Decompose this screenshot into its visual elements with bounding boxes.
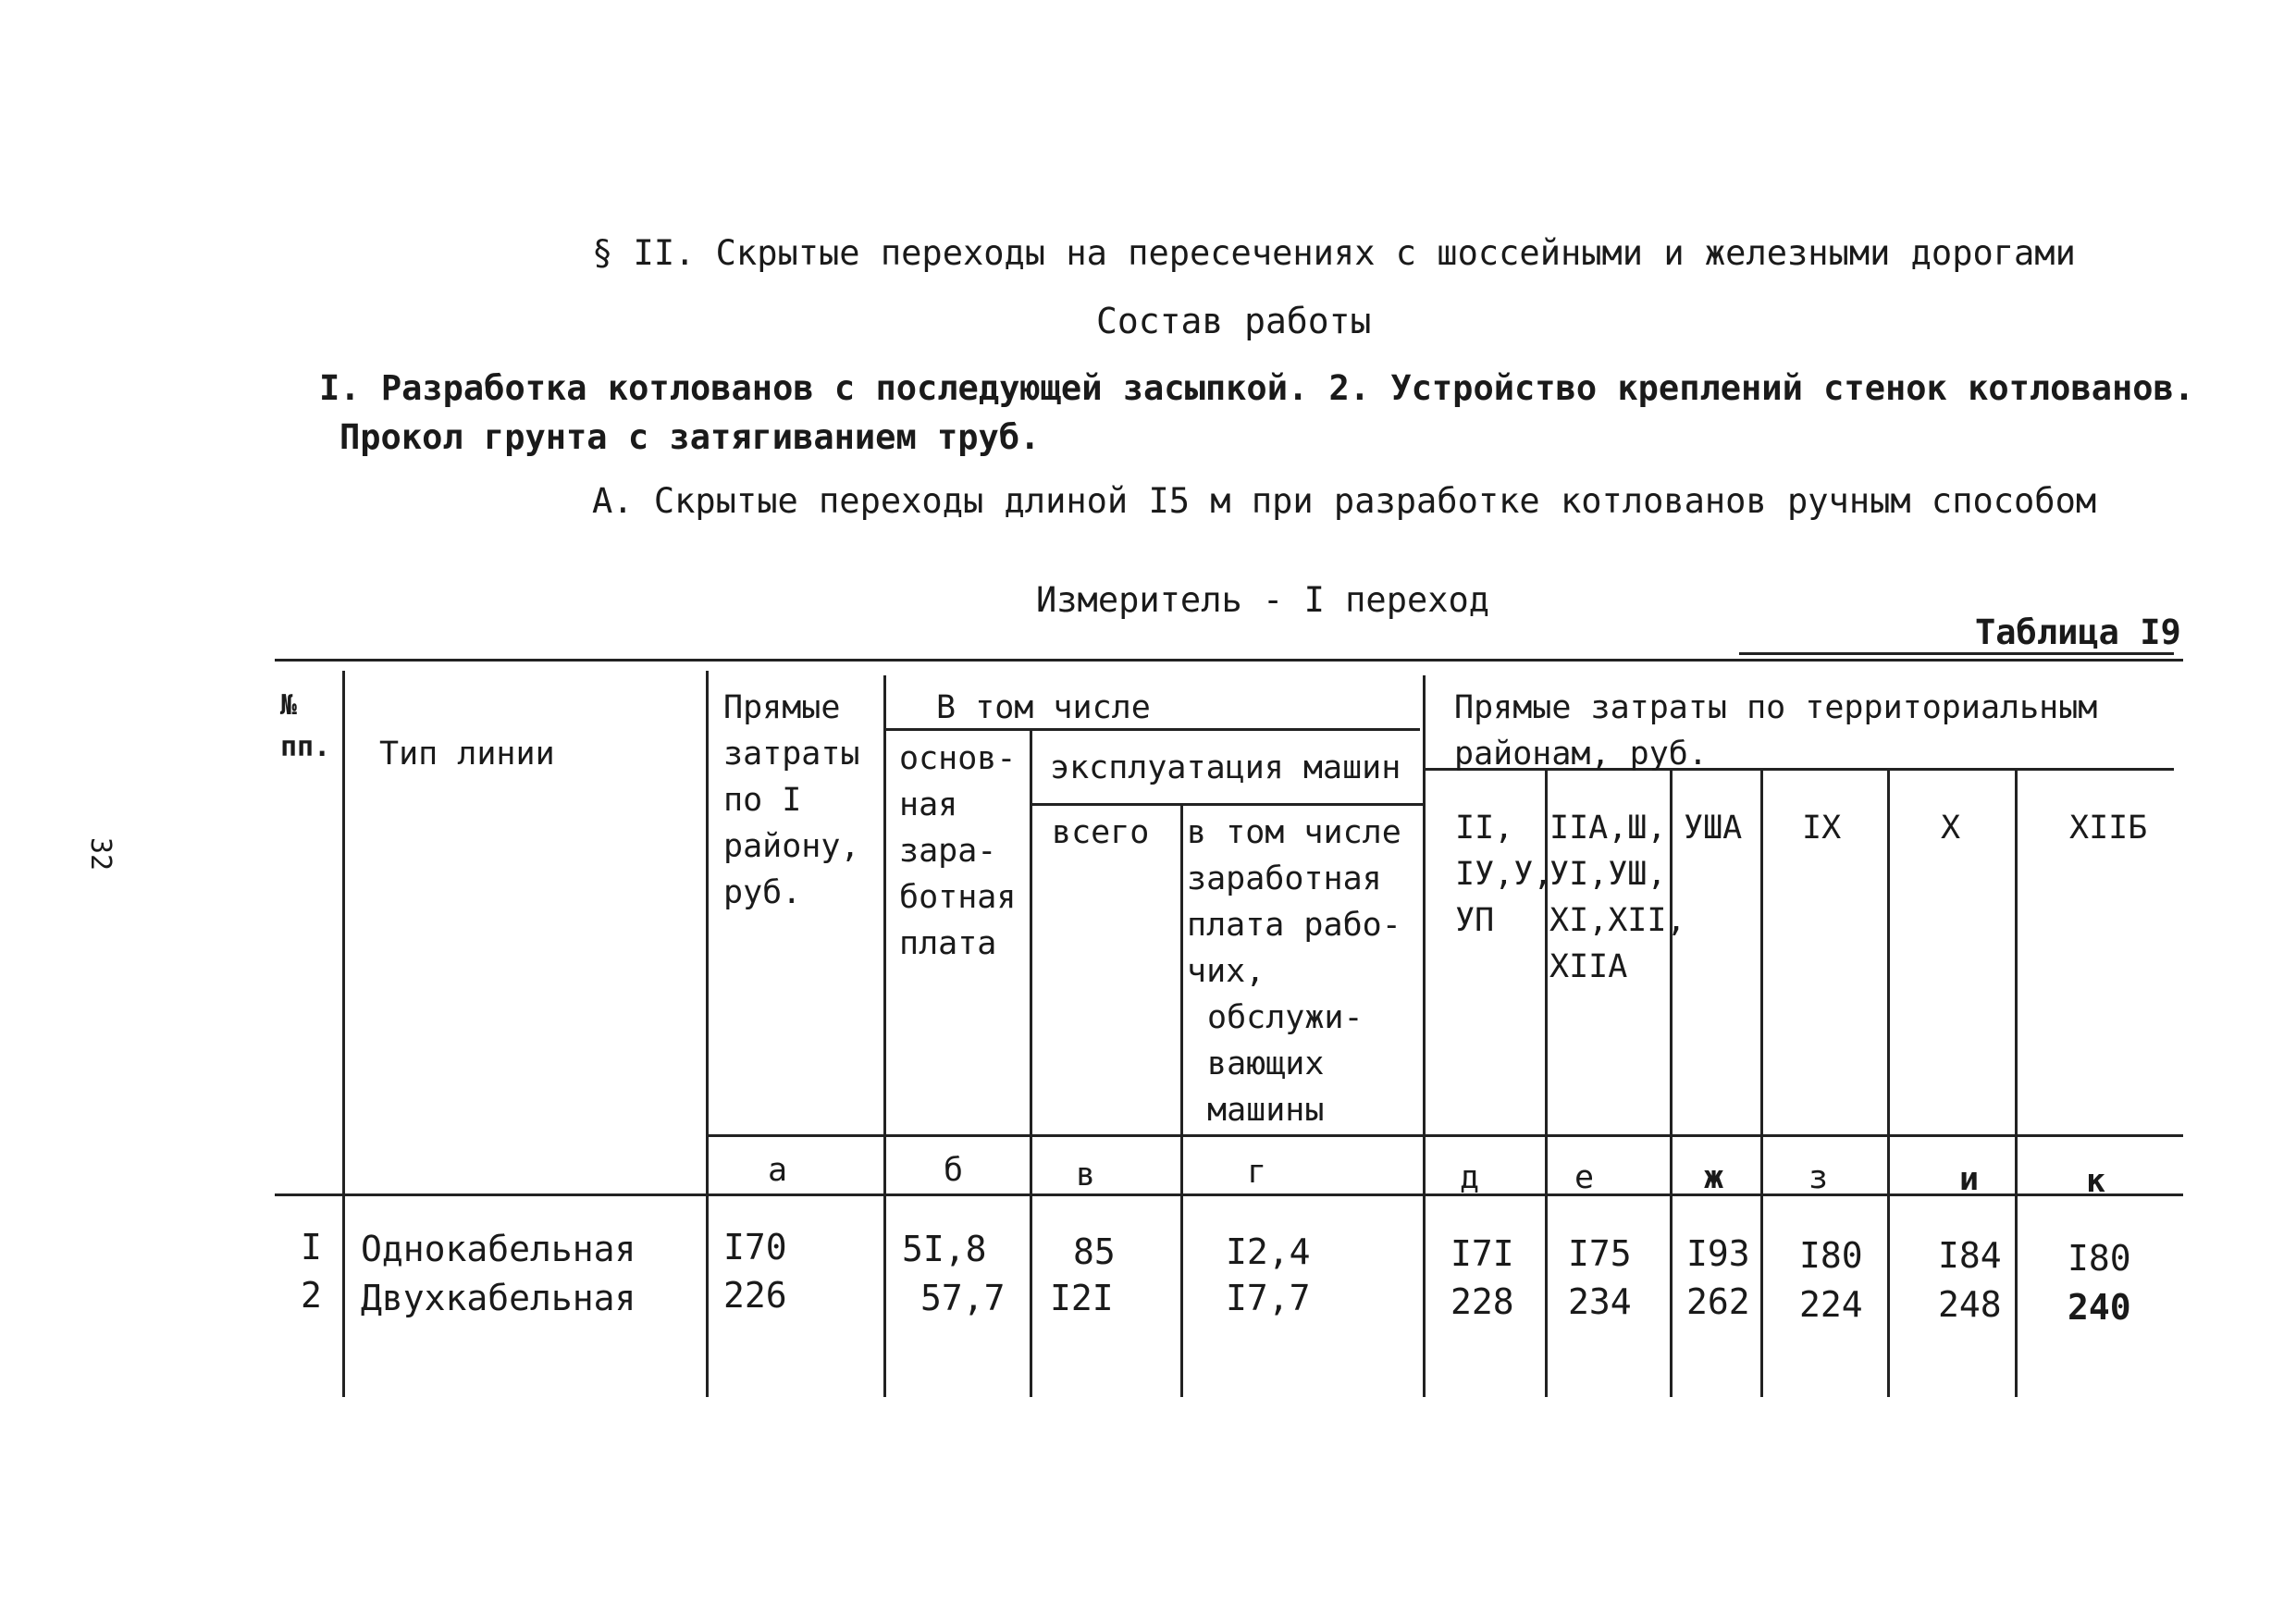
header-territorial: Прямые затраты по территориальным районам, руб. <box>1454 689 2098 773</box>
column-letter: в <box>1076 1156 1096 1193</box>
row-value: 262 <box>1686 1281 1750 1322</box>
row-value: I2,4 <box>1226 1231 1311 1272</box>
row-value: I80 <box>1799 1235 1863 1276</box>
header-incl-wage-2: обслужи- вающих машины <box>1207 999 1364 1129</box>
col-sep-direct <box>883 675 886 1397</box>
header-incl-wage: в том числе заработная плата рабо- чих, <box>1187 814 1401 990</box>
column-letter: к <box>2086 1163 2106 1200</box>
header-num: № пп. <box>280 689 331 763</box>
column-letter: е <box>1574 1159 1595 1196</box>
composition-heading: Состав работы <box>1096 301 1372 341</box>
header-region-4: IX <box>1802 810 1842 847</box>
row-value: I7,7 <box>1226 1278 1311 1318</box>
row-value: I93 <box>1686 1233 1750 1274</box>
header-region-1: II, IУ,У, УП <box>1455 810 1553 939</box>
measure-unit: Измеритель - I переход <box>1036 580 1490 620</box>
work-description-line-2: Прокол грунта с затягиванием труб. <box>339 417 1041 457</box>
row-value: 226 <box>723 1275 787 1316</box>
rule-above-letters <box>708 1134 2183 1137</box>
column-letter: б <box>944 1152 964 1189</box>
header-type: Тип линии <box>379 736 555 773</box>
row-type: Однокабельная <box>361 1229 636 1269</box>
header-machine-operation: эксплуатация машин <box>1050 749 1401 786</box>
col-sep-total <box>1180 805 1183 1397</box>
col-sep-reg3 <box>1760 770 1763 1397</box>
column-letter: з <box>1808 1159 1829 1196</box>
work-description-line-1: I. Разработка котлованов с последующей засыпкой. 2. Устройство креплений стенок котлованов. <box>319 368 2195 408</box>
header-region-6: XIIБ <box>2069 810 2148 847</box>
row-value: 57,7 <box>920 1278 1006 1318</box>
col-sep-machine <box>1423 675 1426 1397</box>
column-letter: а <box>768 1152 788 1189</box>
header-direct-costs: Прямые затраты по I району, руб. <box>723 689 860 911</box>
subheading-a: А. Скрытые переходы длиной I5 м при разработке котлованов ручным способом <box>592 481 2097 521</box>
col-sep-reg5 <box>2015 770 2018 1397</box>
section-title: § II. Скрытые переходы на пересечениях с шоссейными и железными дорогами <box>592 233 2076 273</box>
col-sep-type <box>706 671 709 1397</box>
column-letter: г <box>1247 1154 1267 1191</box>
header-region-2: IIА,Ш, УI,УШ, XI,XII, XIIА <box>1549 810 1686 985</box>
row-value: 85 <box>1073 1231 1116 1272</box>
row-value: 248 <box>1938 1284 2002 1325</box>
row-value: 240 <box>2068 1287 2131 1328</box>
row-value: I75 <box>1568 1233 1632 1274</box>
row-value: 5I,8 <box>902 1229 987 1269</box>
page-number: 32 <box>84 837 117 872</box>
row-number: I <box>301 1227 322 1268</box>
col-sep-num <box>342 671 345 1397</box>
row-value: 228 <box>1450 1281 1514 1322</box>
header-including: В том числе <box>936 689 1151 726</box>
row-value: I2I <box>1050 1278 1114 1318</box>
col-sep-base-wage <box>1030 731 1032 1397</box>
row-value: I80 <box>2068 1238 2131 1279</box>
row-value: I7I <box>1450 1233 1514 1274</box>
row-value: I84 <box>1938 1235 2002 1276</box>
col-sep-reg4 <box>1887 770 1890 1397</box>
rule-under-table-number <box>1739 652 2174 655</box>
header-base-wage: основ- ная зара- ботная плата <box>899 740 1017 962</box>
column-letter: и <box>1959 1161 1980 1198</box>
header-region-3: УШA <box>1684 810 1743 847</box>
rule-below-letters <box>275 1193 2183 1196</box>
table-top-border <box>275 659 2183 662</box>
table-number: Таблица I9 <box>1975 612 2181 652</box>
header-total: всего <box>1052 814 1150 851</box>
row-type: Двухкабельная <box>361 1278 636 1318</box>
row-number: 2 <box>301 1275 322 1316</box>
row-value: 224 <box>1799 1284 1863 1325</box>
rule-under-machine-operation <box>1030 803 1423 806</box>
column-letter: д <box>1460 1159 1480 1196</box>
row-value: I70 <box>723 1227 787 1268</box>
column-letter: ж <box>1704 1159 1724 1196</box>
row-value: 234 <box>1568 1281 1632 1322</box>
header-region-5: X <box>1941 810 1961 847</box>
